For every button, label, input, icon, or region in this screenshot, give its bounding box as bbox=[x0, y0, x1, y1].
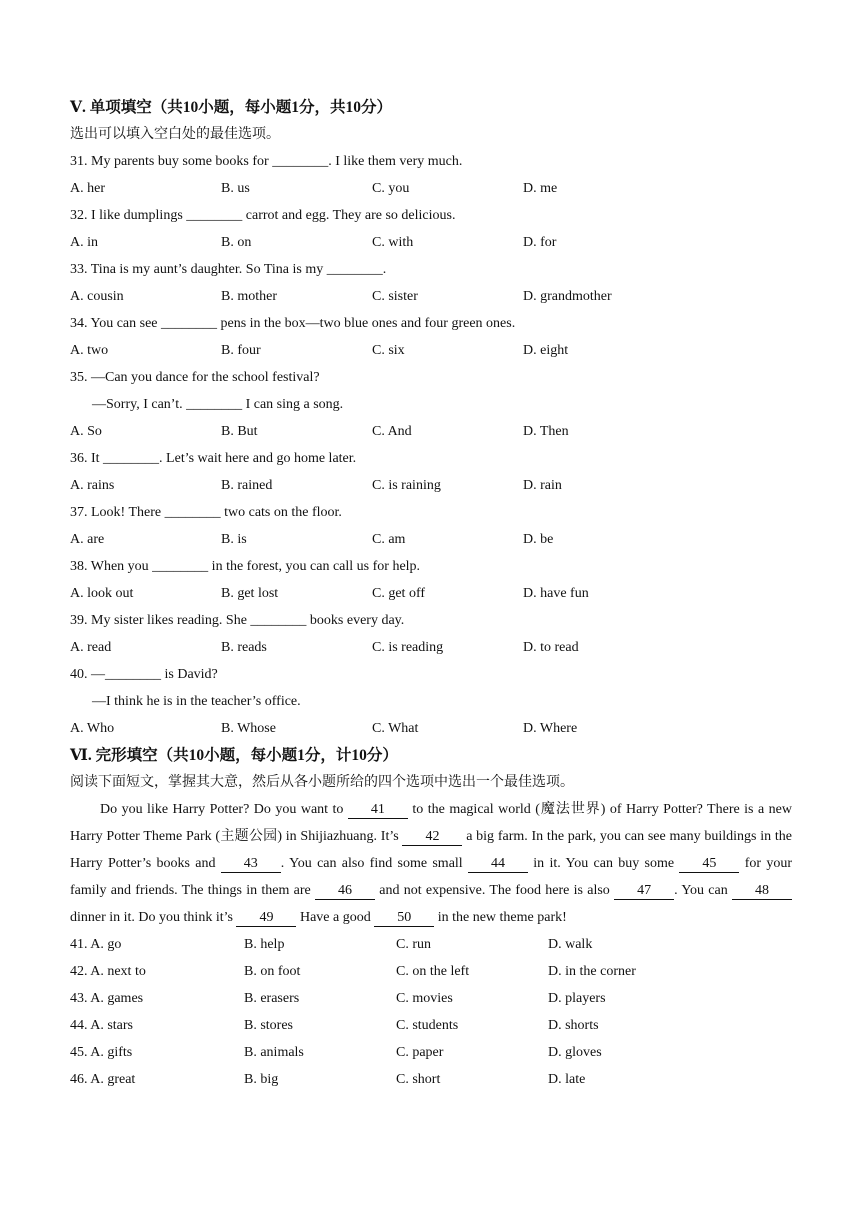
passage-text: in the new theme park! bbox=[434, 910, 567, 925]
question-36 bbox=[70, 445, 792, 499]
passage-text: Have a good bbox=[296, 910, 375, 925]
option-c: C. run bbox=[396, 937, 431, 952]
option-c: C. movies bbox=[396, 991, 453, 1006]
blank-50: 50 bbox=[374, 910, 434, 927]
cloze-options-45 bbox=[70, 1039, 792, 1066]
option-a: A. So bbox=[70, 424, 102, 439]
cloze-options-43 bbox=[70, 985, 792, 1012]
question-stem-reply: —Sorry, I can’t. ________ I can sing a song. bbox=[92, 397, 344, 412]
passage-text: dinner in it. Do you think it’s bbox=[70, 910, 237, 925]
question-stem: 37. Look! There ________ two cats on the floor. bbox=[70, 505, 342, 520]
blank-43: 43 bbox=[221, 856, 281, 873]
cloze-options-42 bbox=[70, 958, 792, 985]
option-d: D. Then bbox=[523, 424, 569, 439]
option-c: C. And bbox=[372, 424, 412, 439]
option-b: B. reads bbox=[221, 640, 267, 655]
blank-49: 49 bbox=[236, 910, 296, 927]
section-5-heading: Ⅴ. 单项填空（共10小题，每小题1分，共10分） bbox=[70, 99, 393, 116]
option-a: A. read bbox=[70, 640, 112, 655]
option-b: B. big bbox=[244, 1072, 279, 1087]
passage-text: to the magical world (魔法世界) of Harry Potter? There is a new Harry Potter Theme Park (主题公园) in Shijiazhuang. It’s bbox=[70, 802, 792, 844]
question-32 bbox=[70, 202, 792, 256]
option-c: C. with bbox=[372, 235, 414, 250]
question-stem: 31. My parents buy some books for ________. I like them very much. bbox=[70, 154, 463, 169]
options-row bbox=[70, 283, 792, 310]
option-b: B. Whose bbox=[221, 721, 276, 736]
option-b: B. erasers bbox=[244, 991, 300, 1006]
option-a: A. cousin bbox=[70, 289, 124, 304]
blank-48: 48 bbox=[732, 883, 792, 900]
option-d: D. shorts bbox=[548, 1018, 599, 1033]
option-c: C. short bbox=[396, 1072, 441, 1087]
cloze-options-46 bbox=[70, 1066, 792, 1093]
option-b: B. animals bbox=[244, 1045, 304, 1060]
passage-text: . You can also find some small bbox=[280, 856, 468, 871]
question-37 bbox=[70, 499, 792, 553]
option-a: 46. A. great bbox=[70, 1072, 136, 1087]
options-row bbox=[70, 337, 792, 364]
option-c: C. you bbox=[372, 181, 410, 196]
blank-45: 45 bbox=[679, 856, 739, 873]
blank-44: 44 bbox=[468, 856, 528, 873]
question-stem-reply: —I think he is in the teacher’s office. bbox=[92, 694, 301, 709]
option-b: B. But bbox=[221, 424, 258, 439]
options-row bbox=[70, 472, 792, 499]
cloze-options-41 bbox=[70, 931, 792, 958]
option-b: B. help bbox=[244, 937, 285, 952]
passage-text: a big farm. In the park, you can see many buildings in the Harry Potter’s books and bbox=[70, 829, 792, 871]
section-6-heading: Ⅵ. 完形填空（共10小题，每小题1分，计10分） bbox=[70, 747, 398, 764]
question-34 bbox=[70, 310, 792, 364]
option-c: C. students bbox=[396, 1018, 459, 1033]
option-a: A. Who bbox=[70, 721, 115, 736]
option-a: 44. A. stars bbox=[70, 1018, 133, 1033]
option-c: C. What bbox=[372, 721, 419, 736]
option-c: C. is reading bbox=[372, 640, 444, 655]
option-a: A. in bbox=[70, 235, 98, 250]
passage-text: Do you like Harry Potter? Do you want to bbox=[100, 802, 348, 817]
option-a: 43. A. games bbox=[70, 991, 144, 1006]
question-stem: 35. —Can you dance for the school festival? bbox=[70, 370, 320, 385]
option-a: 41. A. go bbox=[70, 937, 122, 952]
option-d: D. be bbox=[523, 532, 554, 547]
option-a: A. look out bbox=[70, 586, 134, 601]
question-39 bbox=[70, 607, 792, 661]
option-d: D. me bbox=[523, 181, 558, 196]
option-a: 45. A. gifts bbox=[70, 1045, 133, 1060]
option-b: B. us bbox=[221, 181, 250, 196]
section-5-instruction: 选出可以填入空白处的最佳选项。 bbox=[70, 127, 280, 142]
option-d: D. eight bbox=[523, 343, 569, 358]
option-b: B. on foot bbox=[244, 964, 301, 979]
option-b: B. mother bbox=[221, 289, 277, 304]
option-d: D. players bbox=[548, 991, 606, 1006]
options-row bbox=[70, 715, 792, 742]
option-b: B. is bbox=[221, 532, 247, 547]
question-stem: 32. I like dumplings ________ carrot and egg. They are so delicious. bbox=[70, 208, 456, 223]
option-c: C. sister bbox=[372, 289, 418, 304]
blank-41: 41 bbox=[348, 802, 408, 819]
option-b: B. four bbox=[221, 343, 261, 358]
question-stem: 33. Tina is my aunt’s daughter. So Tina is my ________. bbox=[70, 262, 387, 277]
option-c: C. am bbox=[372, 532, 406, 547]
question-stem: 40. —________ is David? bbox=[70, 667, 218, 682]
passage-text: . You can bbox=[674, 883, 732, 898]
question-31 bbox=[70, 148, 792, 202]
option-a: A. are bbox=[70, 532, 105, 547]
option-a: A. her bbox=[70, 181, 105, 196]
cloze-passage bbox=[70, 796, 792, 931]
passage-text: and not expensive. The food here is also bbox=[374, 883, 615, 898]
option-d: D. grandmother bbox=[523, 289, 612, 304]
question-stem: 34. You can see ________ pens in the box—two blue ones and four green ones. bbox=[70, 316, 516, 331]
options-row bbox=[70, 175, 792, 202]
blank-46: 46 bbox=[315, 883, 375, 900]
option-c: C. is raining bbox=[372, 478, 441, 493]
question-stem: 38. When you ________ in the forest, you can call us for help. bbox=[70, 559, 421, 574]
section-6-instruction: 阅读下面短文，掌握其大意，然后从各小题所给的四个选项中选出一个最佳选项。 bbox=[70, 775, 574, 790]
options-row bbox=[70, 580, 792, 607]
cloze-options-44 bbox=[70, 1012, 792, 1039]
option-d: D. walk bbox=[548, 937, 593, 952]
question-stem: 39. My sister likes reading. She ________ books every day. bbox=[70, 613, 405, 628]
options-row bbox=[70, 229, 792, 256]
option-b: B. rained bbox=[221, 478, 273, 493]
passage-text: in it. You can buy some bbox=[527, 856, 680, 871]
question-stem: 36. It ________. Let’s wait here and go home later. bbox=[70, 451, 357, 466]
options-row bbox=[70, 526, 792, 553]
option-d: D. in the corner bbox=[548, 964, 636, 979]
options-row bbox=[70, 634, 792, 661]
options-row bbox=[70, 418, 792, 445]
option-d: D. rain bbox=[523, 478, 562, 493]
question-35 bbox=[70, 364, 792, 445]
option-d: D. gloves bbox=[548, 1045, 602, 1060]
option-c: C. paper bbox=[396, 1045, 444, 1060]
option-d: D. have fun bbox=[523, 586, 589, 601]
question-38 bbox=[70, 553, 792, 607]
question-40 bbox=[70, 661, 792, 742]
option-a: 42. A. next to bbox=[70, 964, 146, 979]
exam-page bbox=[70, 94, 792, 1093]
option-d: D. to read bbox=[523, 640, 579, 655]
option-b: B. get lost bbox=[221, 586, 279, 601]
option-c: C. on the left bbox=[396, 964, 470, 979]
blank-47: 47 bbox=[614, 883, 674, 900]
option-a: A. rains bbox=[70, 478, 115, 493]
option-c: C. get off bbox=[372, 586, 426, 601]
passage-text: for your family and friends. The things in them are bbox=[70, 856, 792, 898]
blank-42: 42 bbox=[402, 829, 462, 846]
option-c: C. six bbox=[372, 343, 405, 358]
option-d: D. late bbox=[548, 1072, 586, 1087]
question-33 bbox=[70, 256, 792, 310]
option-a: A. two bbox=[70, 343, 109, 358]
option-b: B. on bbox=[221, 235, 252, 250]
option-d: D. Where bbox=[523, 721, 578, 736]
option-d: D. for bbox=[523, 235, 557, 250]
option-b: B. stores bbox=[244, 1018, 293, 1033]
